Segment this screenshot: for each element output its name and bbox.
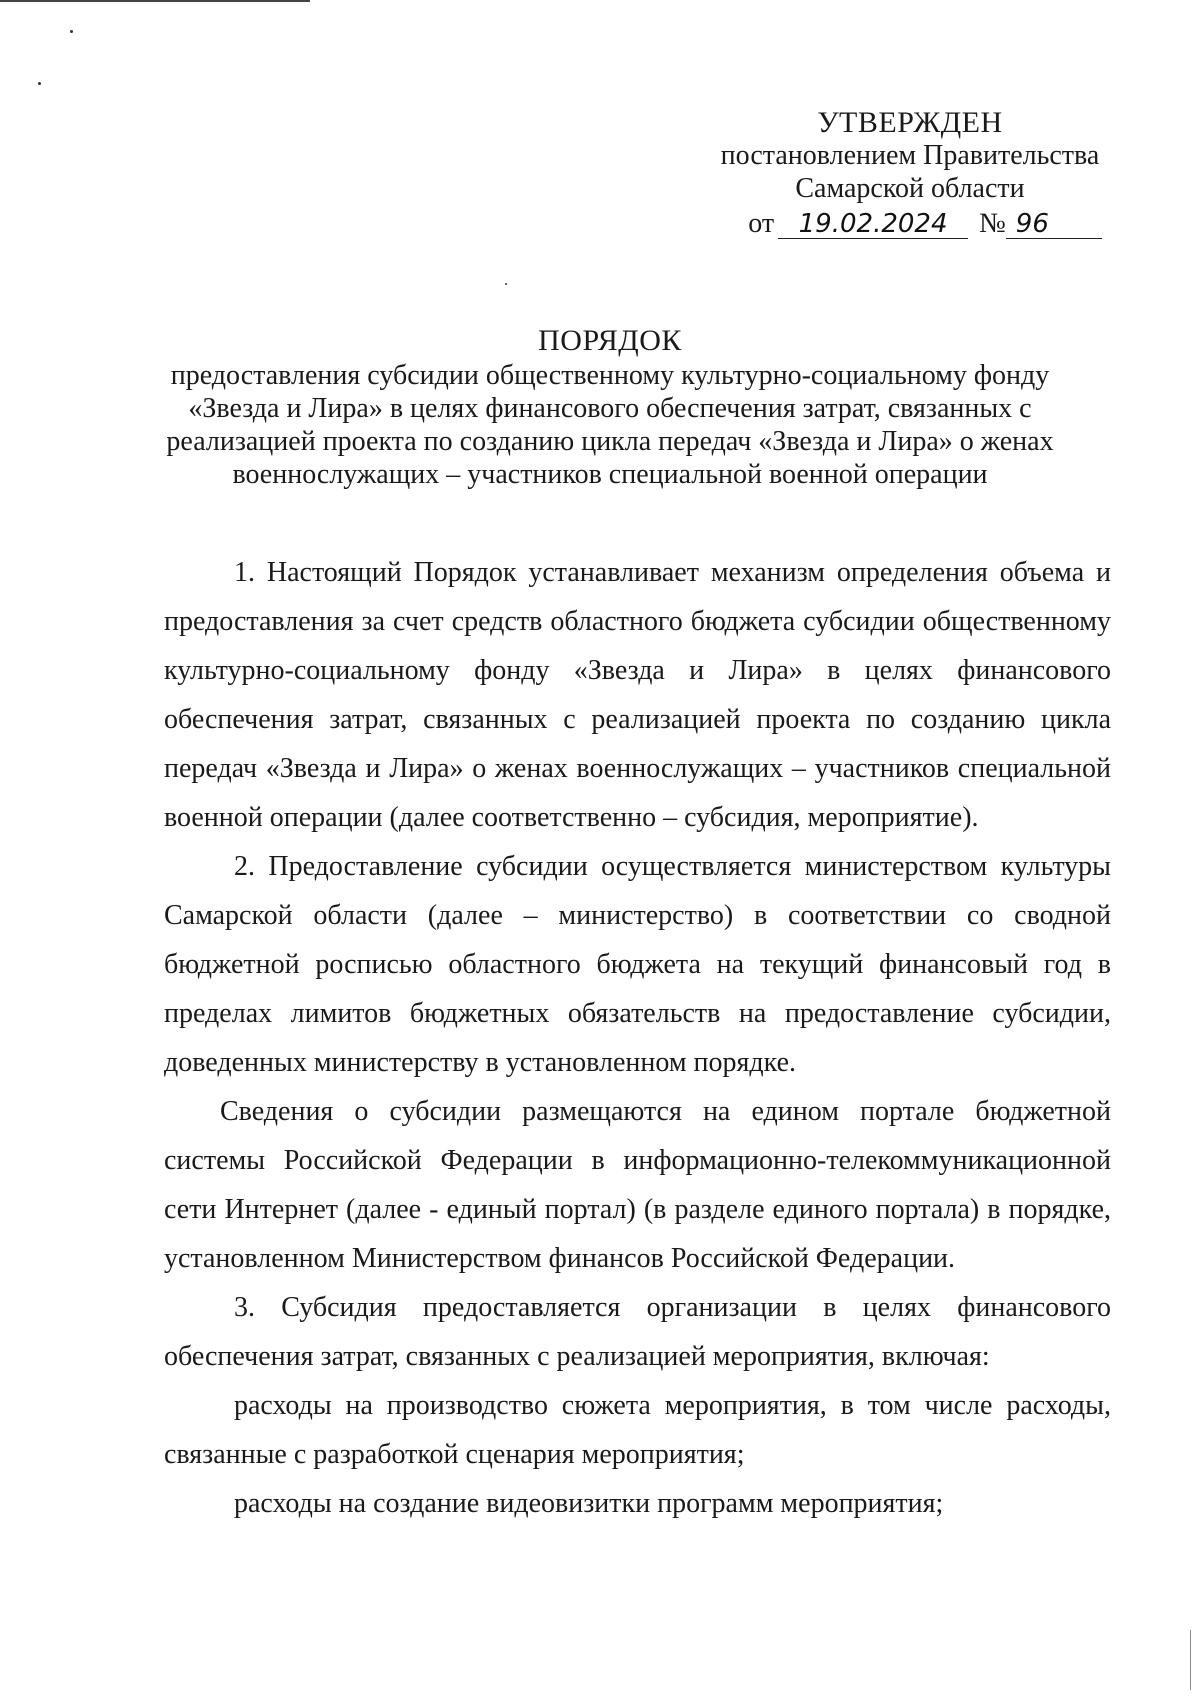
approval-title: УТВЕРЖДЕН bbox=[817, 106, 1003, 139]
scan-speck bbox=[70, 30, 73, 33]
scan-top-edge bbox=[0, 0, 310, 2]
paragraph-2: 2. Предоставление субсидии осуществляется министерством культуры Самарской области (далее – министерство) в соответствии со сводной бюджетной росписью областного бюджета на текущий финансовый год в пределах лимитов бюджетных обязательств на предоставление субсидии, доведенных министерству в установленном порядке. bbox=[164, 851, 1111, 1078]
paragraph-3: 3. Субсидия предоставляется организации в целях финансового обеспечения затрат, связанных с реализацией мероприятия, включая: bbox=[164, 1292, 1111, 1372]
approval-block bbox=[700, 106, 1120, 240]
approval-line-2: Самарской области bbox=[795, 173, 1025, 204]
scan-speck bbox=[505, 283, 507, 285]
paragraph-2-portal: Сведения о субсидии размещаются на едином портале бюджетной системы Российской Федерации в информационно-телекоммуникационной сети Интернет (далее - единый портал) (в разделе единого портала) в порядке, установленном Министерством финансов Российской Федерации. bbox=[164, 1096, 1111, 1274]
paragraph-3-item-2: расходы на создание видеовизитки программ мероприятия; bbox=[234, 1488, 944, 1519]
document-subtitle-line: предоставления субсидии общественному культурно-социальному фонду bbox=[170, 360, 1050, 391]
scan-edge-line bbox=[1190, 1630, 1191, 1690]
handwritten-number: 96 bbox=[1006, 210, 1102, 239]
number-prefix: № bbox=[979, 208, 1006, 239]
handwritten-date: 19.02.2024 bbox=[778, 210, 968, 239]
document-title: ПОРЯДОК bbox=[538, 324, 682, 357]
document-heading bbox=[150, 324, 1070, 491]
paragraph-1: 1. Настоящий Порядок устанавливает механизм определения объема и предоставления за счет средств областного бюджета субсидии общественному культурно-социальному фонду «Звезда и Лира» в целях финансового обеспечения затрат, связанных с реализацией проекта по созданию цикла передач «Звезда и Лира» о женах военнослужащих – участников специальной военной операции (далее соответственно – субсидия, мероприятие). bbox=[164, 557, 1111, 833]
document-subtitle-line: реализацией проекта по созданию цикла передач «Звезда и Лира» о женах bbox=[166, 426, 1054, 457]
date-prefix: от bbox=[748, 208, 775, 239]
document-subtitle-line: «Звезда и Лира» в целях финансового обеспечения затрат, связанных с bbox=[188, 393, 1032, 424]
document-body bbox=[164, 548, 1111, 1528]
approval-line-1: постановлением Правительства bbox=[720, 140, 1100, 171]
scan-speck bbox=[38, 82, 41, 85]
document-subtitle-line: военнослужащих – участников специальной военной операции bbox=[232, 459, 988, 490]
paragraph-3-item-1: расходы на производство сюжета мероприятия, в том числе расходы, связанные с разработкой сценария мероприятия; bbox=[164, 1390, 1111, 1470]
approval-date-number-row bbox=[700, 207, 1120, 240]
